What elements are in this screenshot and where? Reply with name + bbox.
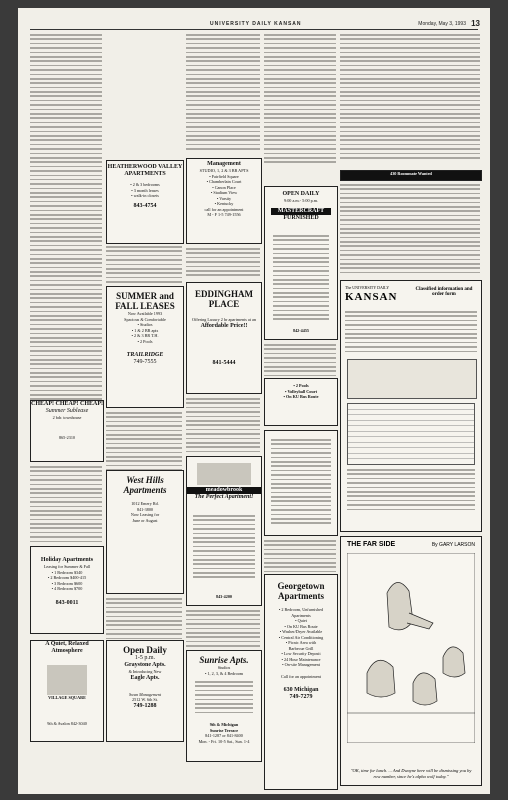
ad-georgetown-title: Georgetown Apartments xyxy=(277,581,325,601)
ad-management-l2: STUDIO, 1, 2 & 3 BR APTS xyxy=(199,168,249,173)
ad-georgetown-l11: • On-site Management xyxy=(282,662,320,667)
header-rule xyxy=(30,29,478,30)
ad-amenities-l1: • 2 Pools xyxy=(293,383,309,388)
ad-summer-phone: 749-7555 xyxy=(133,359,157,365)
ad-sunrise-l3: 9th & Michigan xyxy=(209,722,239,727)
ad-village-title: A Quiet, Relaxed Atmosphere xyxy=(45,641,89,654)
ad-graystone-address: 2512 W. 6th St. xyxy=(132,697,158,702)
ad-graystone-l2: Graystone Apts. xyxy=(124,662,166,668)
ad-meadowbrook-title: meadowbrook xyxy=(187,487,261,494)
kansan-form-fields xyxy=(347,403,475,523)
roommate-header xyxy=(340,170,482,181)
ad-georgetown xyxy=(264,574,338,790)
classifieds-column-4b xyxy=(264,344,336,379)
classifieds-column-5b xyxy=(340,184,480,276)
ad-management-l1: Management xyxy=(207,161,241,167)
ad-summer-l4: • 2 & 3 BR T.H. xyxy=(131,333,159,338)
cartoon-title: THE FAR SIDE xyxy=(347,541,396,548)
ad-management-l3: • Fairfield Square xyxy=(209,173,239,179)
ad-summer-fall xyxy=(106,286,184,408)
classifieds-column-3d xyxy=(186,610,260,650)
kansan-form-lines xyxy=(347,469,475,513)
ad-eddingham-title: EDDINGHAM PLACE xyxy=(195,289,253,309)
kansan-order-form xyxy=(340,280,482,532)
ad-sunrise-phone: 841-1287 or 841-8400 xyxy=(205,733,243,738)
meadowbrook-logo-art xyxy=(197,463,251,485)
ad-heatherwood-l1: • 2 & 3 bedrooms xyxy=(130,182,160,187)
ad-georgetown-l1: • 2 Bedroom, Unfurnished xyxy=(278,607,324,612)
classifieds-column-4 xyxy=(264,34,336,166)
ad-graystone-l1: 1-5 p.m. xyxy=(134,655,156,661)
ad-open-daily-body xyxy=(273,235,329,323)
ad-graystone-l3: & Introducing New xyxy=(128,669,162,674)
classifieds-column-2c xyxy=(106,598,182,642)
ad-summer-sub: Now Available 1993 xyxy=(127,311,163,316)
ad-heatherwood-l2: • 3 month leases xyxy=(131,187,159,193)
ad-graystone-phone: 749-1288 xyxy=(133,702,157,709)
ad-georgetown-l7: • Picnic Area with xyxy=(285,640,317,645)
classifieds-column-3c xyxy=(186,398,260,455)
ad-village-square xyxy=(30,640,104,742)
ad-summer-title: SUMMER and FALL LEASES xyxy=(115,291,175,311)
ad-meadowbrook xyxy=(186,456,262,606)
ad-georgetown-l2: Apartments xyxy=(291,612,311,618)
ad-meadowbrook-body xyxy=(193,515,255,581)
ad-summer-l2: • Studios xyxy=(137,322,153,327)
roommate-title: 430 Roommate Wanted xyxy=(390,171,432,176)
page-number: 13 xyxy=(471,19,480,28)
ad-georgetown-l4: • On KU Bus Route xyxy=(284,623,318,629)
ad-heatherwood-l3: • walk-in closets xyxy=(131,193,159,198)
classifieds-column-4c xyxy=(264,540,336,575)
ad-sunrise-l2: • 1, 2, 3, & 4 Bedroom xyxy=(204,670,244,676)
ad-graystone-l4: Eagle Apts. xyxy=(130,674,160,681)
ad-georgetown-l5: • Washer/Dryer Available xyxy=(279,629,323,634)
ad-georgetown-l6: • Central Air Conditioning xyxy=(278,634,324,640)
paper-name: UNIVERSITY DAILY KANSAN xyxy=(210,21,302,27)
ad-management-l5: • Canon Place xyxy=(212,184,236,190)
ad-cheap-title: CHEAP! CHEAP! CHEAP! xyxy=(31,401,103,407)
ad-holiday-l3: • 2 Bedroom $400-415 xyxy=(47,575,87,580)
ad-open-daily-name: MASTERCRAFT xyxy=(271,208,331,215)
ad-georgetown-phone: 749-7279 xyxy=(289,694,313,700)
ad-cheap-line: 2 bdr. townhouse xyxy=(52,415,82,420)
ad-eddingham-phone: 841-5444 xyxy=(212,359,236,366)
ad-georgetown-l9: • Low Security Deposit xyxy=(281,651,321,656)
ad-georgetown-l8: Barbecue Grill xyxy=(288,645,314,651)
ad-georgetown-l10: • 24 Hour Maintenance xyxy=(281,656,321,662)
ad-summer-l3: • 1 & 2 BR apts xyxy=(131,327,159,333)
ad-village-address: 9th & Avalon 842-3040 xyxy=(47,720,87,726)
issue-date: Monday, May 3, 1993 xyxy=(418,21,466,27)
kansan-form-head: Classified information and order form xyxy=(415,287,473,297)
ad-georgetown-l3: • Quiet xyxy=(295,618,307,623)
ad-meadowbrook-phone: 843-4200 xyxy=(215,593,233,599)
ad-west-hills-title: West Hills Apartments xyxy=(123,475,167,495)
far-side-cartoon xyxy=(340,536,482,786)
ad-sunrise-l1: Studios xyxy=(217,665,231,670)
ad-west-hills-l4: June or August xyxy=(132,517,158,523)
ad-summer-l5: • 2 Pools xyxy=(137,338,153,344)
kansan-form-text xyxy=(345,311,477,355)
kansan-form-name: KANSAN xyxy=(345,291,398,303)
ad-graystone xyxy=(106,640,184,742)
ad-georgetown-l12: Call for an appointment xyxy=(281,673,321,679)
ad-open-daily-l1: 9:00 a.m.- 5:00 p.m. xyxy=(283,198,319,203)
ad-eddingham-l2: Affordable Price!! xyxy=(200,322,248,329)
ad-west-hills xyxy=(106,470,184,594)
ad-cheap-phone: 865-2310 xyxy=(58,434,76,440)
ad-heatherwood xyxy=(106,160,184,244)
ad-management-l7: • Varsity xyxy=(216,195,232,201)
ad-open-daily-sub: FURNISHED xyxy=(283,214,319,221)
ad-holiday-title: Holiday Apartments xyxy=(40,557,94,563)
ad-large-text xyxy=(264,430,338,536)
ad-sunrise-title: Sunrise Apts. xyxy=(199,655,249,665)
classifieds-column-2b xyxy=(106,412,182,473)
ad-cheap-sublease xyxy=(30,400,104,462)
ad-management-l8: • Kentucky xyxy=(214,201,234,206)
ad-holiday-l5: • 4 Bedroom $700 xyxy=(51,586,83,591)
ad-west-hills-l3: Now Leasing for xyxy=(130,512,160,517)
ad-west-hills-l1: 1012 Emery Rd. xyxy=(131,501,159,506)
cartoon-byline: By GARY LARSON xyxy=(431,542,475,548)
ad-open-daily-phone: 842-4455 xyxy=(292,327,310,333)
ad-summer-name: TRAILRIDGE xyxy=(126,352,164,358)
classifieds-column-3b xyxy=(186,248,260,279)
ad-holiday xyxy=(30,546,104,634)
ad-amenities-l2: • Volleyball Court xyxy=(285,388,317,394)
classifieds-column-3 xyxy=(186,34,260,153)
ad-open-daily-title: OPEN DAILY xyxy=(282,191,320,197)
ad-sunrise-hours: Mon. - Fri. 10-5 Sat., Sun. 1-4 xyxy=(198,738,250,744)
classifieds-column-1 xyxy=(30,34,102,420)
ad-management-l10: M - F 1-5 749-1556 xyxy=(207,212,241,217)
ad-management xyxy=(186,158,262,244)
kansan-form-title: The UNIVERSITY DAILY xyxy=(345,285,390,290)
newspaper-page xyxy=(18,8,490,794)
kansan-rates-table xyxy=(347,359,477,399)
ad-sunrise-name: Sunrise Terrace xyxy=(209,727,239,733)
classifieds-column-1b xyxy=(30,466,102,545)
ad-management-l6: • Stadium View xyxy=(210,190,238,195)
ad-heatherwood-phone: 843-4754 xyxy=(133,202,157,209)
ad-meadowbrook-sub: The Perfect Apartment! xyxy=(194,494,254,500)
ad-holiday-phone: 843-0011 xyxy=(55,599,79,606)
ad-graystone-l5: Swan Management xyxy=(129,691,161,697)
ad-village-name: VILLAGE SQUARE xyxy=(48,695,86,700)
ad-holiday-l4: • 3 Bedroom $600 xyxy=(51,580,83,586)
village-logo xyxy=(47,665,87,695)
cartoon-illustration xyxy=(347,553,475,743)
ad-west-hills-l2: 841-3800 xyxy=(136,506,154,512)
ad-eddingham-l1: Offering Luxury 2 br apartments at an xyxy=(192,317,256,322)
ad-eddingham xyxy=(186,282,262,394)
ad-sunrise xyxy=(186,650,262,762)
classifieds-column-5 xyxy=(340,34,480,161)
ad-cheap-sub: Summer Sublease xyxy=(45,408,89,414)
ad-holiday-l2: • 1 Bedroom $340 xyxy=(51,569,83,575)
ad-large-text-body xyxy=(271,439,331,527)
ad-heatherwood-title: HEATHERWOOD VALLEY APARTMENTS xyxy=(107,164,183,177)
ad-management-l4: • Chamberlain Court xyxy=(206,179,242,184)
ad-management-l9: call for an appointment xyxy=(204,206,244,212)
ad-holiday-l1: Leasing for Summer & Fall xyxy=(43,564,91,569)
ad-summer-l1: Spacious & Comfortable xyxy=(124,316,166,322)
ad-open-daily xyxy=(264,186,338,340)
ad-sunrise-body xyxy=(195,681,253,716)
ad-amenities xyxy=(264,378,338,426)
ad-georgetown-address: 630 Michigan xyxy=(283,687,319,693)
kansan-ad-grid xyxy=(347,403,475,465)
ad-graystone-title: Open Daily xyxy=(123,645,167,655)
cartoon-caption: "OK, time for lunch. ... And Dwayne here will be dismissing you by row number, since he's alpha wolf today." xyxy=(350,768,472,779)
ad-amenities-l3: • On KU Bus Route xyxy=(283,394,319,399)
